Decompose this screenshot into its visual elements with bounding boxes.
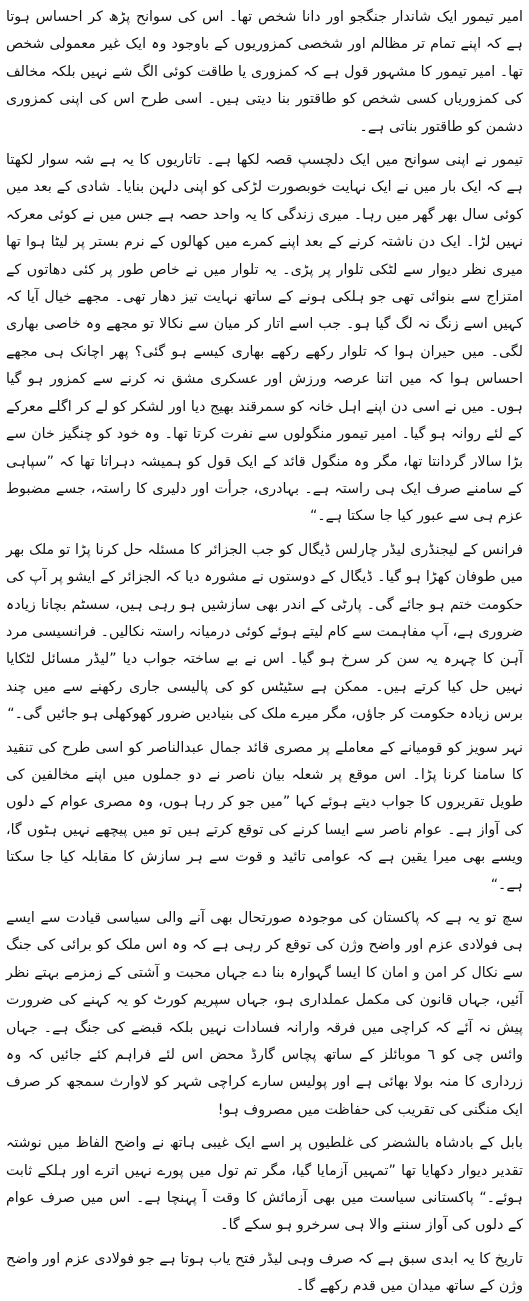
paragraph-pakistan: سچ تو یہ ہے کہ پاکستان کی موجودہ صورتحال بھی آنے والی سیاسی قیادت سے ایسے ہی فولادی عزم اور واضح وژن کی توقع کر رہی ہے کہ وہ اس ملک کو برائی کی جنگ سے نکال کر امن و امان کا ایسا گہوارہ بنا دے جہاں محبت و آشتی کے زمزمے بہتے نظر آئیں، جہاں قانون کی مکمل عملداری ہو، جہاں سپریم کورٹ کو یہ کہنے کی ضرورت پیش نہ آئے کہ کراچی میں فرقہ وارانہ فسادات نہیں بلکہ قبضے کی جنگ ہے۔ جہاں وائس چی کو ٦ موبائلز کے ساتھ پچاس گارڈ محض اس لئے فراہم کئے جائیں کہ وہ زرداری کا منہ بولا بھائی ہے اور پولیس سارے کراچی شہر کو لاوارث سمجھ کر صرف ایک منگنی کی تقریب کی حفاظت میں مصروف ہو! <box>6 910 523 1118</box>
paragraph-conclusion: تاریخ کا یہ ابدی سبق ہے کہ صرف وہی لیڈر فتح یاب ہوتا ہے جو فولادی عزم اور واضح وژن کے ساتھ میدان میں قدم رکھے گا۔ <box>6 1250 523 1295</box>
paragraph-nasser: نہر سویز کو قومیانے کے معاملے پر مصری قائد جمال عبدالناصر کو اسی طرح کی تنقید کا سامنا کرنا پڑا۔ اس موقع پر شعلہ بیان ناصر نے دو جملوں میں اپنے مخالفین کی طویل تقریروں کا جواب دیتے ہوئے کہا ”میں جو کر رہا ہوں، وہ مصری عوام کے دلوں کی آواز ہے۔ عوام ناصر سے ایسا کرنے کی توقع کرتے ہیں تو میں پیچھے نہیں ہٹوں گا، ویسے بھی میرا یقین ہے کہ عوامی تائید و قوت سے ہر سازش کا مقابلہ کیا جا سکتا ہے۔“ <box>6 739 523 893</box>
paragraph-timur-strength: امیر تیمور ایک شاندار جنگجو اور دانا شخص تھا۔ اس کی سوانح پڑھ کر احساس ہوتا ہے کہ اپنے تمام تر مظالم اور شخصی کمزوریوں کے باوجود وہ ایک غیر معمولی شخص تھا۔ امیر تیمور کا مشہور قول ہے کہ کمزوری یا طاقت کوئی الگ شے نہیں بلکہ مخالف کی کمزوریاں کسی شخص کو طاقتور بنا دیتی ہیں۔ اسی طرح اس کی اپنی کمزوری دشمن کو طاقتور بناتی ہے۔ <box>6 9 523 135</box>
urdu-article <box>6 4 523 1295</box>
paragraph-timur-sword: تیمور نے اپنی سوانح میں ایک دلچسپ قصہ لکھا ہے۔ تاتاریوں کا یہ ہے شہ سوار لکھتا ہے کہ ایک بار میں نے ایک نہایت خوبصورت لڑکی کو اپنی دلہن بنایا۔ شادی کے بعد میں کوئی سال بھر گھر میں رہا۔ میری زندگی کا یہ واحد حصہ ہے جس میں نے کوئی معرکہ نہیں لڑا۔ ایک دن ناشتہ کرنے کے بعد اپنے کمرے میں کھالوں کے نرم بستر پر لیٹا ہوا تھا میری نظر دیوار سے لٹکی تلوار پر پڑی۔ یہ تلوار میں نے خاص طور پر کئی دھاتوں کے امتزاج سے بنوائی تھی جو ہلکی ہونے کے ساتھ نہایت تیز دھار تھی۔ مجھے خیال آیا کہ کہیں اسے زنگ نہ لگ گیا ہو۔ جب اسے اتار کر میان سے نکالا تو مجھے وہ خاصی بھاری لگی۔ میں حیران ہوا کہ تلوار رکھے رکھے بھاری کیسے ہو گئی؟ پھر اچانک ہی مجھے احساس ہوا کہ میں اتنا عرصہ ورزش اور عسکری مشق نہ کرنے سے کمزور ہو گیا ہوں۔ میں نے اسی دن اپنے اہل خانہ کو سمرقند بھیج دیا اور لشکر کو لے کر اگلے معرکے کے لئے روانہ ہو گیا۔ امیر تیمور منگولوں سے نفرت کرتا تھا۔ وہ خود کو چنگیز خان سے بڑا سالار گردانتا تھا، مگر وہ منگول قائد کے ایک قول کو ہمیشہ دہراتا تھا کہ ”سپاہی کے سامنے صرف ایک ہی راستہ ہے۔ بہادری، جرأت اور دلیری کا راستہ، جسے مضبوط عزم ہی سے عبور کیا جا سکتا ہے۔“ <box>6 152 523 525</box>
paragraph-babylon: بابل کے بادشاہ بالشضر کی غلطیوں پر اسے ایک غیبی ہاتھ نے واضح الفاظ میں نوشتہ تقدیر دیوار دکھایا تھا ”تمہیں آزمایا گیا، مگر تم تول میں پورے نہیں اترے اور ہلکے ثابت ہوئے۔“ پاکستانی سیاست میں بھی آزمائش کا وقت آ پہنچا ہے۔ اس میں صرف عوام کے دلوں کی آواز سننے والا ہی سرخرو ہو سکے گا۔ <box>6 1135 523 1234</box>
paragraph-de-gaulle: فرانس کے لیجنڈری لیڈر چارلس ڈیگال کو جب الجزائر کا مسئلہ حل کرنا پڑا تو ملک بھر میں طوفان کھڑا ہو گیا۔ ڈیگال کے دوستوں نے مشورہ دیا کہ الجزائر کے ایشو پر آپ کی حکومت ختم ہو جائے گی۔ پارٹی کے اندر بھی سازشیں ہو رہی ہیں، سسٹم بچانا زیادہ ضروری ہے، آپ مفاہمت سے کام لیتے ہوئے کوئی درمیانہ راستہ نکالیں۔ فرانسیسی مرد آہن کا چہرہ یہ سن کر سرخ ہو گیا۔ اس نے بے ساختہ جواب دیا ”لیڈر مسائل لٹکایا نہیں حل کیا کرتے ہیں۔ ممکن ہے سٹیٹس کو کی پالیسی جاری رکھنے سے میں چند برس زیادہ حکومت کر جاؤں، مگر میرے ملک کی بنیادیں ضرور کھوکھلی ہو جائیں گی۔“ <box>6 541 523 723</box>
